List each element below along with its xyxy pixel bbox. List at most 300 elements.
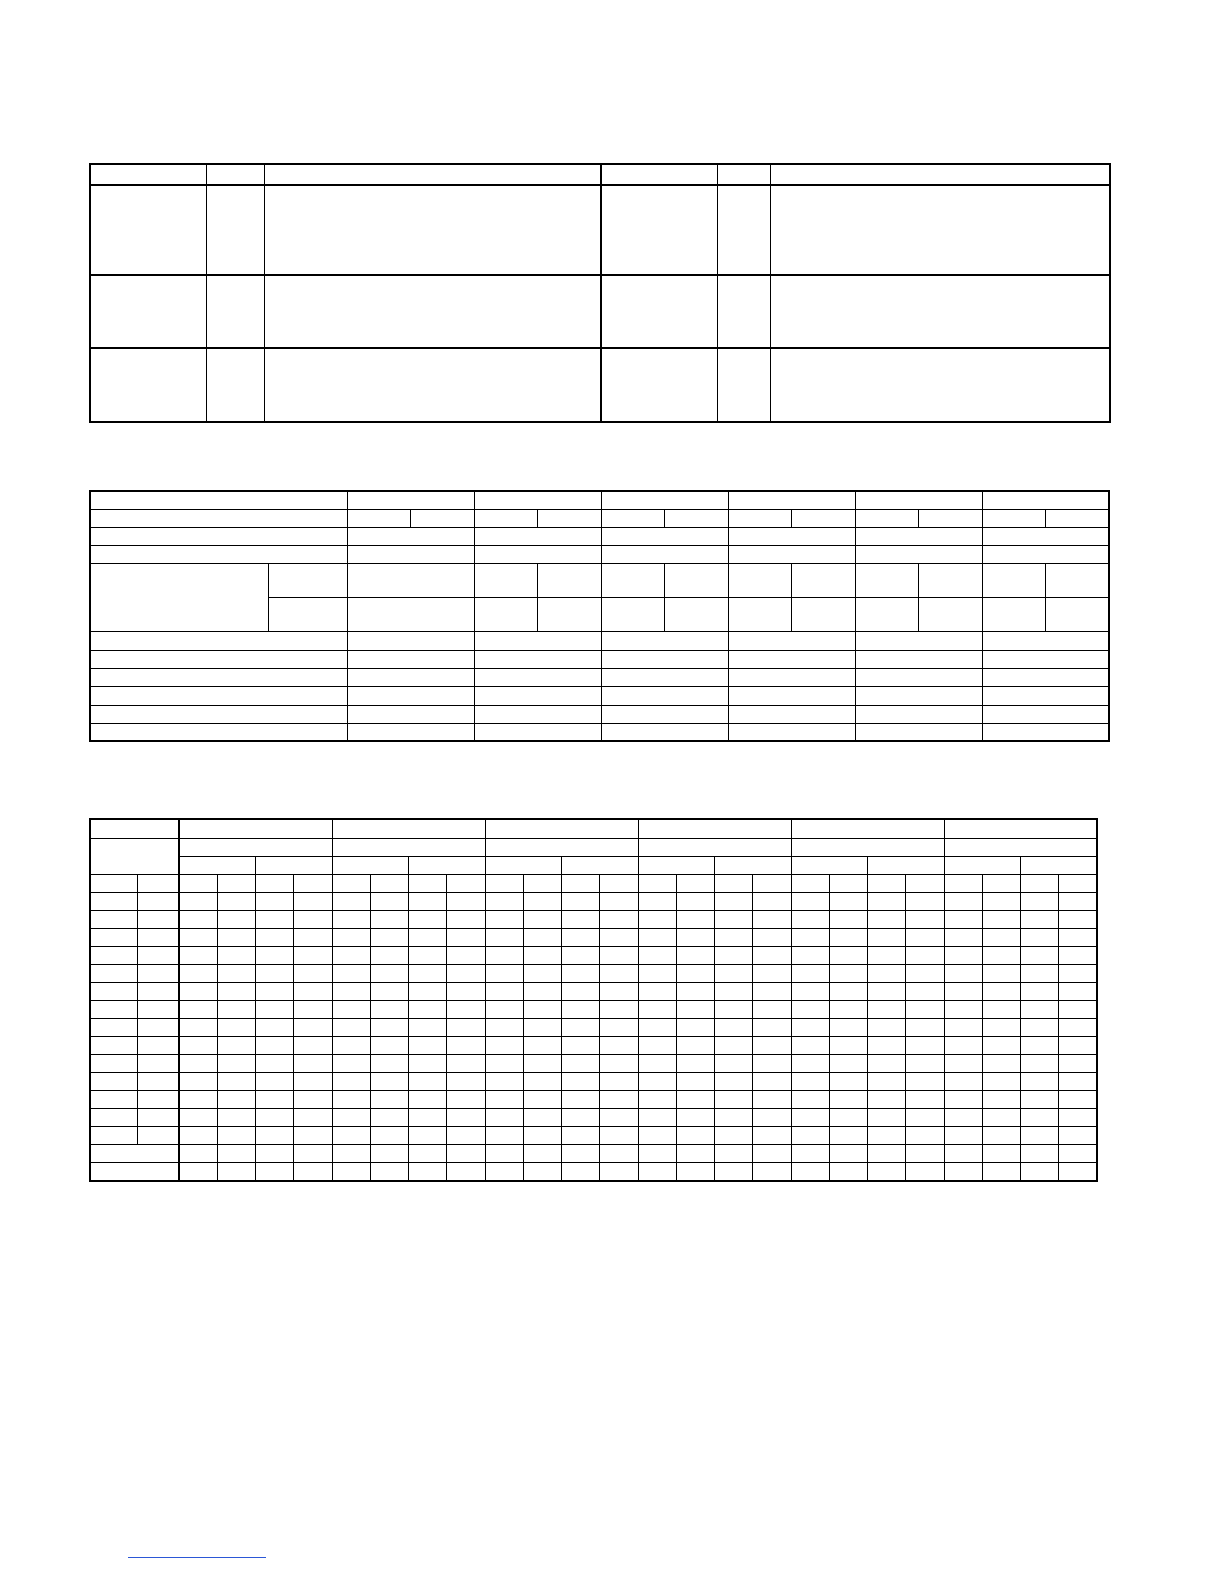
table-cell — [791, 838, 944, 856]
table-cell — [944, 1144, 982, 1162]
table-row — [90, 1072, 1097, 1090]
table-row — [90, 856, 1097, 874]
table-cell — [370, 1144, 408, 1162]
table-cell — [137, 928, 179, 946]
table-cell — [523, 964, 561, 982]
table-cell — [206, 348, 264, 422]
table-cell — [90, 491, 347, 509]
table-cell — [137, 946, 179, 964]
table-cell — [474, 527, 601, 545]
table-cell — [728, 668, 855, 686]
table-cell — [867, 892, 905, 910]
table-row — [90, 874, 1097, 892]
table-cell — [332, 1126, 370, 1144]
table-cell — [268, 563, 347, 597]
table-cell — [474, 705, 601, 723]
table-cell — [982, 545, 1109, 563]
table-cell — [474, 509, 537, 527]
table-cell — [523, 1036, 561, 1054]
table-cell — [601, 185, 717, 275]
table-cell — [728, 686, 855, 705]
table-cell — [944, 964, 982, 982]
table-cell — [446, 1018, 485, 1036]
table-row — [90, 164, 1110, 185]
table-cell — [791, 1144, 829, 1162]
table-cell — [829, 1144, 867, 1162]
table-cell — [561, 928, 599, 946]
table-cell — [714, 856, 791, 874]
table-cell — [752, 1090, 791, 1108]
table-cell — [599, 874, 638, 892]
table-cell — [217, 1162, 255, 1181]
table-cell — [1020, 1144, 1058, 1162]
table-cell — [918, 509, 982, 527]
table-cell — [638, 1000, 676, 1018]
table-cell — [137, 1018, 179, 1036]
table-cell — [638, 1036, 676, 1054]
table-cell — [728, 631, 855, 650]
table-cell — [293, 1126, 332, 1144]
table-cell — [944, 982, 982, 1000]
table-cell — [905, 1108, 944, 1126]
table-cell — [982, 650, 1109, 668]
table-cell — [332, 856, 408, 874]
table-cell — [855, 597, 918, 631]
table-cell — [676, 1000, 714, 1018]
table-cell — [944, 946, 982, 964]
table-cell — [829, 1126, 867, 1144]
table-cell — [829, 928, 867, 946]
table-cell — [982, 892, 1020, 910]
table-cell — [523, 946, 561, 964]
table-cell — [982, 705, 1109, 723]
table-cell — [791, 982, 829, 1000]
table-cell — [370, 964, 408, 982]
table-cell — [408, 1000, 446, 1018]
table-cell — [137, 1072, 179, 1090]
table-cell — [293, 982, 332, 1000]
table-cell — [867, 1126, 905, 1144]
table-cell — [255, 1162, 293, 1181]
table-cell — [714, 1000, 752, 1018]
table-row — [90, 1090, 1097, 1108]
table-cell — [217, 1090, 255, 1108]
table-cell — [1058, 946, 1097, 964]
table-row — [90, 946, 1097, 964]
table-row — [90, 1054, 1097, 1072]
table-cell — [217, 892, 255, 910]
table-cell — [791, 964, 829, 982]
table-cell — [676, 1126, 714, 1144]
table-row — [90, 1000, 1097, 1018]
table-cell — [791, 1108, 829, 1126]
table-cell — [714, 892, 752, 910]
table-cell — [255, 874, 293, 892]
table-cell — [601, 705, 728, 723]
table-cell — [728, 545, 855, 563]
table-cell — [179, 1054, 217, 1072]
table-cell — [905, 964, 944, 982]
table-cell — [599, 946, 638, 964]
table-cell — [944, 1018, 982, 1036]
table-cell — [446, 1036, 485, 1054]
table-cell — [179, 838, 332, 856]
table-cell — [523, 1018, 561, 1036]
table-cell — [982, 1108, 1020, 1126]
table-row — [90, 631, 1109, 650]
table-cell — [293, 874, 332, 892]
table-cell — [599, 1072, 638, 1090]
table-cell — [867, 946, 905, 964]
table-cell — [255, 1036, 293, 1054]
table-cell — [752, 928, 791, 946]
table-cell — [255, 1072, 293, 1090]
table-cell — [293, 1000, 332, 1018]
table-cell — [1058, 1108, 1097, 1126]
table-cell — [867, 1162, 905, 1181]
blank-grid-table-1 — [89, 163, 1111, 423]
table-cell — [599, 892, 638, 910]
table-cell — [638, 856, 714, 874]
table-cell — [347, 705, 474, 723]
table-cell — [982, 491, 1109, 509]
table-cell — [474, 597, 537, 631]
table-cell — [537, 563, 601, 597]
table-cell — [137, 892, 179, 910]
table-cell — [1058, 910, 1097, 928]
table-cell — [791, 1162, 829, 1181]
table-cell — [90, 1054, 137, 1072]
table-cell — [332, 1144, 370, 1162]
table-row — [90, 275, 1110, 348]
table-cell — [905, 1090, 944, 1108]
table-cell — [728, 597, 791, 631]
table-cell — [1045, 509, 1109, 527]
table-cell — [137, 1054, 179, 1072]
table-cell — [523, 1090, 561, 1108]
table-cell — [867, 1036, 905, 1054]
table-cell — [601, 631, 728, 650]
table-cell — [944, 838, 1097, 856]
table-cell — [1045, 563, 1109, 597]
table-cell — [255, 1000, 293, 1018]
table-cell — [206, 275, 264, 348]
table-cell — [90, 1108, 137, 1126]
table-cell — [1058, 1090, 1097, 1108]
table-cell — [347, 491, 474, 509]
table-cell — [332, 1036, 370, 1054]
table-cell — [714, 1108, 752, 1126]
table-cell — [728, 650, 855, 668]
table-cell — [714, 1144, 752, 1162]
table-cell — [255, 892, 293, 910]
table-cell — [599, 1054, 638, 1072]
table-cell — [217, 946, 255, 964]
table-cell — [217, 1144, 255, 1162]
table-cell — [370, 1000, 408, 1018]
table-cell — [982, 1162, 1020, 1181]
table-cell — [408, 910, 446, 928]
table-cell — [982, 982, 1020, 1000]
table-cell — [485, 928, 523, 946]
table-cell — [752, 874, 791, 892]
table-cell — [770, 348, 1110, 422]
table-cell — [561, 1090, 599, 1108]
table-cell — [599, 928, 638, 946]
table-cell — [638, 928, 676, 946]
table-cell — [855, 527, 982, 545]
table-cell — [255, 1090, 293, 1108]
table-cell — [370, 1090, 408, 1108]
table-cell — [714, 874, 752, 892]
table-cell — [332, 819, 485, 838]
table-cell — [474, 686, 601, 705]
table-cell — [408, 1144, 446, 1162]
table-cell — [676, 910, 714, 928]
table-row — [90, 668, 1109, 686]
table-cell — [982, 946, 1020, 964]
table-cell — [944, 874, 982, 892]
table-cell — [446, 874, 485, 892]
table-cell — [664, 563, 728, 597]
table-cell — [332, 982, 370, 1000]
table-cell — [90, 928, 137, 946]
table-cell — [1058, 874, 1097, 892]
table-cell — [537, 509, 601, 527]
table-cell — [293, 1162, 332, 1181]
table-cell — [1020, 856, 1097, 874]
table-cell — [982, 1126, 1020, 1144]
table-cell — [446, 910, 485, 928]
table-cell — [1020, 1126, 1058, 1144]
table-cell — [446, 946, 485, 964]
table-cell — [752, 1072, 791, 1090]
table-cell — [982, 631, 1109, 650]
table-cell — [179, 982, 217, 1000]
table-row — [90, 527, 1109, 545]
table-cell — [370, 928, 408, 946]
table-cell — [485, 1054, 523, 1072]
table-cell — [867, 1018, 905, 1036]
table-cell — [867, 910, 905, 928]
table-cell — [855, 705, 982, 723]
table-cell — [664, 597, 728, 631]
table-cell — [90, 275, 206, 348]
table-cell — [179, 928, 217, 946]
table-cell — [752, 1000, 791, 1018]
table-cell — [982, 1036, 1020, 1054]
table-cell — [561, 946, 599, 964]
table-cell — [474, 631, 601, 650]
table-cell — [370, 874, 408, 892]
table-cell — [1058, 964, 1097, 982]
table-cell — [918, 563, 982, 597]
table-cell — [408, 1162, 446, 1181]
table-cell — [408, 1126, 446, 1144]
table-cell — [601, 348, 717, 422]
table-cell — [714, 1090, 752, 1108]
table-cell — [474, 650, 601, 668]
table-cell — [90, 1144, 179, 1162]
table-cell — [1020, 928, 1058, 946]
table-cell — [638, 946, 676, 964]
table-cell — [601, 723, 728, 741]
table-cell — [855, 650, 982, 668]
table-cell — [791, 874, 829, 892]
table-row — [90, 545, 1109, 563]
table-cell — [90, 164, 206, 185]
table-cell — [332, 1090, 370, 1108]
table-cell — [676, 892, 714, 910]
table-cell — [791, 1000, 829, 1018]
table-cell — [347, 597, 474, 631]
table-cell — [90, 946, 137, 964]
table-cell — [179, 856, 255, 874]
table-cell — [474, 545, 601, 563]
table-cell — [829, 874, 867, 892]
table-cell — [523, 1072, 561, 1090]
table-cell — [446, 1072, 485, 1090]
table-cell — [268, 597, 347, 631]
table-cell — [561, 1072, 599, 1090]
table-cell — [601, 275, 717, 348]
table-cell — [638, 819, 791, 838]
table-cell — [561, 1000, 599, 1018]
table-cell — [90, 964, 137, 982]
table-cell — [752, 1144, 791, 1162]
table-cell — [293, 1072, 332, 1090]
table-cell — [293, 1054, 332, 1072]
table-cell — [255, 910, 293, 928]
table-cell — [485, 892, 523, 910]
table-cell — [714, 1072, 752, 1090]
table-cell — [829, 910, 867, 928]
table-cell — [485, 1000, 523, 1018]
table-cell — [829, 1072, 867, 1090]
table-cell — [599, 1144, 638, 1162]
table-cell — [905, 1126, 944, 1144]
table-cell — [485, 946, 523, 964]
table-cell — [332, 892, 370, 910]
table-cell — [90, 910, 137, 928]
table-cell — [601, 527, 728, 545]
table-cell — [255, 928, 293, 946]
table-cell — [523, 910, 561, 928]
table-cell — [676, 1072, 714, 1090]
table-cell — [485, 1162, 523, 1181]
table-row — [90, 1018, 1097, 1036]
table-cell — [982, 1144, 1020, 1162]
table-cell — [179, 1108, 217, 1126]
table-cell — [791, 928, 829, 946]
table-cell — [601, 164, 717, 185]
table-row — [90, 1126, 1097, 1144]
table-cell — [370, 1162, 408, 1181]
table-cell — [1058, 892, 1097, 910]
table-cell — [523, 1054, 561, 1072]
table-cell — [370, 1036, 408, 1054]
table-cell — [217, 910, 255, 928]
table-cell — [523, 1126, 561, 1144]
table-cell — [982, 874, 1020, 892]
table-cell — [791, 910, 829, 928]
table-cell — [408, 856, 485, 874]
table-cell — [137, 964, 179, 982]
table-cell — [1020, 892, 1058, 910]
table-cell — [293, 946, 332, 964]
table-cell — [638, 1090, 676, 1108]
table-cell — [867, 1144, 905, 1162]
table-cell — [1020, 1018, 1058, 1036]
table-cell — [179, 1072, 217, 1090]
table-cell — [752, 1054, 791, 1072]
table-cell — [446, 982, 485, 1000]
table-cell — [599, 1108, 638, 1126]
table-cell — [791, 856, 867, 874]
table-cell — [485, 1036, 523, 1054]
table-cell — [137, 1090, 179, 1108]
table-cell — [1020, 874, 1058, 892]
table-row — [90, 892, 1097, 910]
table-cell — [179, 1126, 217, 1144]
table-cell — [944, 1000, 982, 1018]
table-cell — [752, 982, 791, 1000]
table-cell — [179, 946, 217, 964]
table-cell — [179, 1162, 217, 1181]
table-cell — [599, 964, 638, 982]
table-cell — [944, 1162, 982, 1181]
table-cell — [523, 892, 561, 910]
table-cell — [829, 1018, 867, 1036]
table-cell — [855, 723, 982, 741]
table-cell — [714, 964, 752, 982]
table-cell — [179, 1144, 217, 1162]
table-cell — [408, 1108, 446, 1126]
table-cell — [601, 509, 664, 527]
table-cell — [752, 1036, 791, 1054]
table-cell — [717, 185, 770, 275]
table-cell — [446, 1054, 485, 1072]
table-cell — [728, 723, 855, 741]
table-cell — [599, 1090, 638, 1108]
table-cell — [638, 1018, 676, 1036]
table-cell — [714, 1036, 752, 1054]
table-cell — [601, 668, 728, 686]
table-cell — [293, 1090, 332, 1108]
table-cell — [90, 563, 268, 631]
table-cell — [867, 874, 905, 892]
table-cell — [1020, 946, 1058, 964]
table-cell — [1020, 964, 1058, 982]
table-cell — [561, 1126, 599, 1144]
table-cell — [1058, 1126, 1097, 1144]
table-cell — [347, 668, 474, 686]
table-cell — [717, 275, 770, 348]
table-cell — [332, 946, 370, 964]
table-cell — [485, 838, 638, 856]
table-cell — [676, 874, 714, 892]
table-cell — [829, 1162, 867, 1181]
table-cell — [474, 563, 537, 597]
table-cell — [561, 1108, 599, 1126]
table-row — [90, 1162, 1097, 1181]
table-cell — [347, 631, 474, 650]
table-cell — [829, 1108, 867, 1126]
table-cell — [90, 1036, 137, 1054]
table-cell — [370, 1072, 408, 1090]
table-cell — [1045, 597, 1109, 631]
table-row — [90, 1036, 1097, 1054]
